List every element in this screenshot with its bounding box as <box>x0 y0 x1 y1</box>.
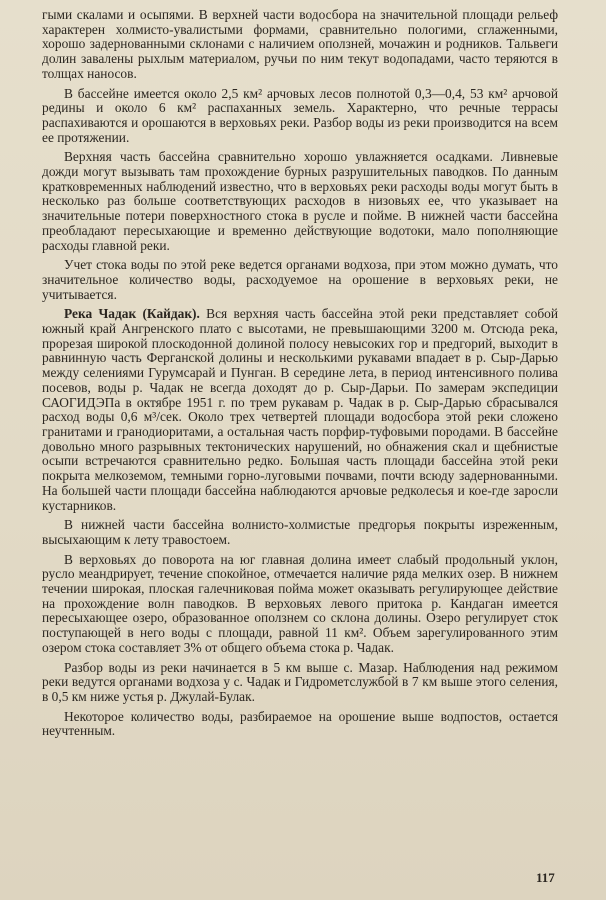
paragraph-moisture: Верхняя часть бассейна сравнительно хорошо увлажняется осадками. Ливневые дожди могут вызывать там прохождение бурных разрушительных паводков. По данным кратковременных наблюдений известно, что в верховьях реки расходы воды могут быть в несколько раз больше соответствующих расходов в низовьях ее, что указывает на значительные потери поверхностного стока в русле и пойме. В нижней части бассейна преобладают пересыхающие и временно действующие водотоки, мало пополняющие расходы главной реки. <box>42 149 558 253</box>
paragraph-lower-basin: В нижней части бассейна волнисто-холмистые предгорья покрыты изреженным, высыхающим к лету травостоем. <box>42 517 558 547</box>
paragraph-continued: гыми скалами и осыпями. В верхней части водосбора на значительной площади рельеф характерен холмисто-увалистыми формами, сравнительно пологими, сглаженными, хорошо задернованными склонами с наличием оползней, мочажин и родников. Тальвеги долин завалены рыхлым материалом, ручьи по ним текут водопадами, часто теряются в толщах наносов. <box>42 7 558 81</box>
paragraph-water-withdrawal: Разбор воды из реки начинается в 5 км выше с. Мазар. Наблюдения над режимом реки ведутся органами водхоза у с. Чадак и Гидрометслужбой в 7 км выше этого селения, в 0,5 км ниже устья р. Джулай-Булак. <box>42 659 558 704</box>
section-body: Вся верхняя часть бассейна этой реки представляет собой южный край Ангренского плато с высотами, не превышающими 3200 м. Отсюда река, прорезая широкой плоскодонной долиной полосу невысоких гор и предгорий, выходит в равнинную часть Ферганской долины и несколькими рукавами впадает в р. Сыр-Дарью между селениями Гурумсарай и Пунган. В середине лета, в период интенсивного полива посевов, воды р. Чадак не всегда доходят до р. Сыр-Дарьи. По замерам экспедиции САОГИДЭПа в октябре 1951 г. по трем рукавам р. Чадак в р. Сыр-Дарью сбрасывался расход воды 0,6 м³/сек. Около трех четвертей площади водосбора этой реки сложено гранитами и гранодиоритами, а остальная часть порфир-туфовыми породами. В бассейне довольно много разрывных тектонических нарушений, но обнажения скал и щебнистые осыпи встречаются сравнительно редко. Большая часть площади бассейна этой реки покрыта мелкоземом, темными горно-луговыми почвами, почти всюду задернованными. На большей части площади бассейна наблюдаются арчовые редколесья и кое-где заросли кустарников. <box>42 306 559 513</box>
paragraph-runoff-accounting: Учет стока воды по этой реке ведется органами водхоза, при этом можно думать, что значительное количество воды, расходуемое на орошение в верховьях реки, не учитывается. <box>42 257 558 302</box>
page-text <box>42 8 558 744</box>
section-title: Река Чадак (Кайдак). <box>64 306 200 322</box>
page-number: 117 <box>536 870 555 885</box>
paragraph-upper-valley: В верховьях до поворота на юг главная долина имеет слабый продольный уклон, русло меандрирует, течение спокойное, отмечается наличие ряда мелких озер. В нижнем течении широкая, плоская галечниковая пойма может оказывать регулирующее действие на прохождение волн паводков. В верховьях левого притока р. Кандаган имеется пересыхающее озеро, образованное оползнем со склона долины. Озеро регулирует сток поступающей в него воды с площади, равной 11 км². Объем зарегулированного этим озером стока составляет 3% от общего объема стока р. Чадак. <box>42 551 558 655</box>
paragraph-forests: В бассейне имеется около 2,5 км² арчовых лесов полнотой 0,3—0,4, 53 км² арчовой редины и около 6 км² распаханных земель. Характерно, что речные террасы распахиваются и орошаются в верховьях реки. Разбор воды из реки производится на всем ее протяжении. <box>42 85 558 145</box>
paragraph-unaccounted-water: Некоторое количество воды, разбираемое на орошение выше водпостов, остается неучтенным. <box>42 708 558 739</box>
paragraph-chadak-river <box>42 307 558 513</box>
